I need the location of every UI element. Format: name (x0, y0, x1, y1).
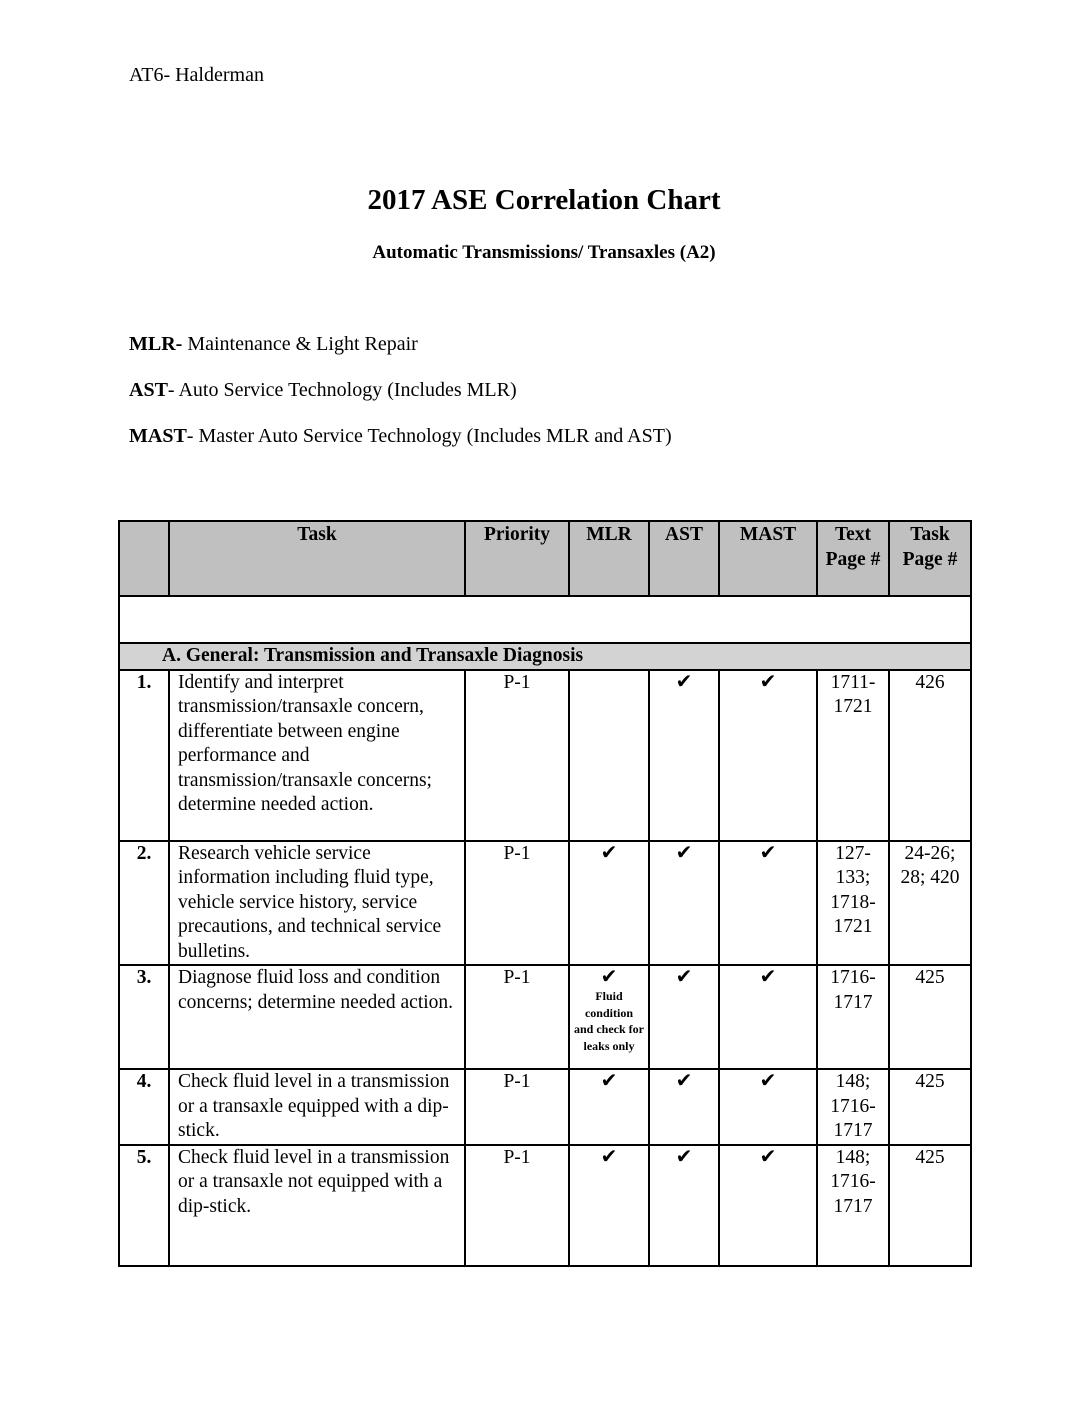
col-header-mlr: MLR (569, 521, 649, 596)
task-description-text: Diagnose fluid loss and condition concerns; determine needed action. (178, 967, 454, 1013)
col-header-task: Task (169, 521, 465, 596)
ast-cell (649, 841, 719, 966)
mlr-cell (569, 965, 649, 1069)
task-description (169, 670, 465, 841)
ast-cell-text: ✔ (675, 670, 693, 693)
mast-cell (719, 670, 817, 841)
text-page-cell-text: 1711-1721 (830, 671, 876, 717)
task-page-cell-text: 24-26; 28; 420 (900, 842, 960, 888)
task-description (169, 1069, 465, 1145)
text-page-cell (817, 1069, 889, 1145)
mast-cell (719, 965, 817, 1069)
mlr-note: Fluid condition and check for leaks only (574, 989, 644, 1053)
table-header-row (119, 521, 971, 596)
correlation-table (118, 520, 972, 1267)
text-page-cell (817, 841, 889, 966)
task-number-text: 4. (136, 1071, 152, 1092)
ast-cell (649, 1069, 719, 1145)
task-number (119, 1069, 169, 1145)
task-description (169, 841, 465, 966)
ast-cell (649, 1145, 719, 1266)
task-description-text: Identify and interpret transmission/transaxle concern, differentiate between engine performance and transmission/transaxle concerns; determine needed action. (178, 671, 432, 815)
table-row (119, 1145, 971, 1266)
col-header-priority: Priority (465, 521, 569, 596)
priority-cell (465, 670, 569, 841)
ast-cell-text: ✔ (675, 1145, 693, 1168)
legend-text: - Auto Service Technology (Includes MLR) (167, 379, 517, 401)
text-page-cell-text: 148; 1716-1717 (830, 1071, 876, 1141)
task-page-cell-text: 426 (915, 671, 945, 693)
col-header-number (119, 521, 169, 596)
table-row (119, 841, 971, 966)
legend-ast (129, 379, 517, 402)
text-page-cell-text: 127-133; 1718-1721 (830, 842, 876, 937)
mast-cell-text: ✔ (759, 670, 777, 693)
table-row (119, 1069, 971, 1145)
task-description-text: Check fluid level in a transmission or a transaxle not equipped with a dip-stick. (178, 1146, 450, 1217)
mast-cell-text: ✔ (759, 1070, 777, 1092)
task-description (169, 965, 465, 1069)
priority-cell (465, 965, 569, 1069)
legend-abbr: MLR- (129, 333, 183, 355)
mast-cell-text: ✔ (759, 966, 777, 988)
task-description-text: Check fluid level in a transmission or a transaxle equipped with a dip-stick. (178, 1071, 450, 1141)
legend-mast (129, 425, 672, 448)
mlr-cell-text: ✔ (600, 966, 618, 988)
priority-cell (465, 841, 569, 966)
section-title: A. General: Transmission and Transaxle Diagnosis (119, 643, 971, 670)
task-number (119, 1145, 169, 1266)
task-page-cell (889, 670, 971, 841)
mast-cell (719, 1069, 817, 1145)
task-number-text: 5. (136, 1146, 152, 1168)
task-number-text: 3. (136, 967, 152, 988)
priority-cell-text: P-1 (503, 842, 531, 864)
mlr-cell-text: ✔ (600, 1145, 618, 1168)
page-title: 2017 ASE Correlation Chart (367, 184, 721, 216)
text-page-cell-text: 1716-1717 (830, 967, 876, 1013)
ast-cell-text: ✔ (675, 966, 693, 988)
ast-cell (649, 670, 719, 841)
task-page-cell (889, 1069, 971, 1145)
priority-cell (465, 1069, 569, 1145)
legend-text: Maintenance & Light Repair (182, 333, 418, 355)
task-page-cell (889, 841, 971, 966)
mlr-cell (569, 670, 649, 841)
col-header-mast: MAST (719, 521, 817, 596)
mlr-cell-text: ✔ (600, 1070, 618, 1092)
text-page-cell (817, 965, 889, 1069)
text-page-cell-text: 148; 1716-1717 (830, 1146, 876, 1217)
task-page-cell (889, 965, 971, 1069)
task-number (119, 841, 169, 966)
mast-cell (719, 1145, 817, 1266)
legend-mlr (129, 333, 418, 356)
priority-cell (465, 1145, 569, 1266)
text-page-cell (817, 1145, 889, 1266)
mast-cell (719, 841, 817, 966)
table-row (119, 670, 971, 841)
task-number (119, 965, 169, 1069)
col-header-task-page: Task Page # (889, 521, 971, 596)
task-description-text: Research vehicle service information including fluid type, vehicle service history, service precautions, and technical service bulletins. (178, 842, 442, 962)
table-row (119, 965, 971, 1069)
text-page-cell (817, 670, 889, 841)
task-page-cell-text: 425 (915, 1146, 945, 1168)
ast-cell (649, 965, 719, 1069)
task-page-cell-text: 425 (915, 967, 945, 988)
mlr-cell (569, 1069, 649, 1145)
mast-cell-text: ✔ (759, 841, 777, 864)
section-row (119, 643, 971, 670)
legend-abbr: MAST (129, 425, 187, 447)
priority-cell-text: P-1 (503, 1146, 531, 1168)
legend-text: - Master Auto Service Technology (Includes MLR and AST) (186, 425, 672, 447)
ast-cell-text: ✔ (675, 1070, 693, 1092)
task-description (169, 1145, 465, 1266)
document-header: AT6- Halderman (129, 64, 264, 86)
empty-row (119, 596, 971, 643)
task-number-text: 1. (136, 671, 152, 693)
col-header-ast: AST (649, 521, 719, 596)
empty-cell (119, 596, 971, 643)
task-page-cell (889, 1145, 971, 1266)
mlr-cell-text: ✔ (600, 841, 618, 864)
task-number-text: 2. (136, 842, 152, 864)
priority-cell-text: P-1 (503, 671, 531, 693)
col-header-text-page: Text Page # (817, 521, 889, 596)
legend-abbr: AST (129, 379, 168, 401)
priority-cell-text: P-1 (503, 1071, 531, 1092)
ast-cell-text: ✔ (675, 841, 693, 864)
mlr-cell (569, 1145, 649, 1266)
mast-cell-text: ✔ (759, 1145, 777, 1168)
task-number (119, 670, 169, 841)
mlr-cell (569, 841, 649, 966)
task-page-cell-text: 425 (915, 1071, 945, 1092)
page-subtitle: Automatic Transmissions/ Transaxles (A2) (372, 242, 716, 263)
priority-cell-text: P-1 (503, 967, 531, 988)
